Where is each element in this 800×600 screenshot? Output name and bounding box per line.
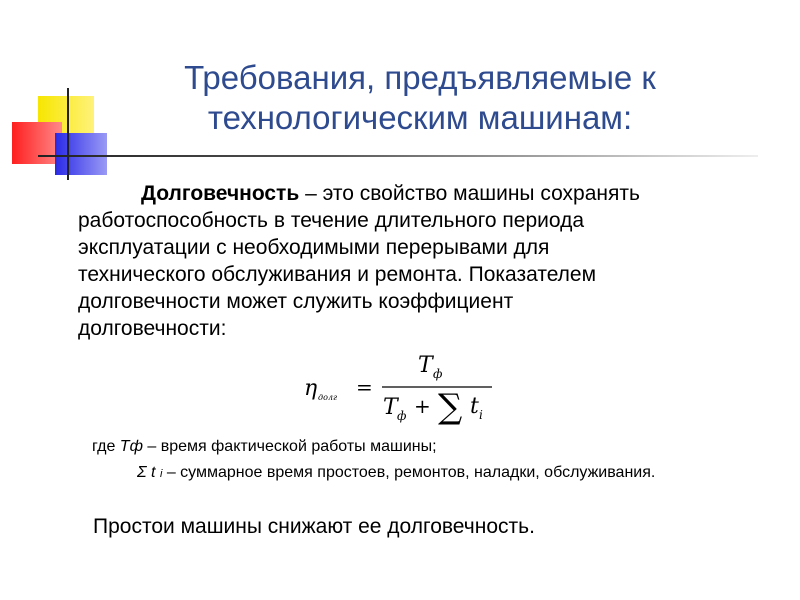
formula-legend [92,434,792,487]
legend-text-2: – суммарное время простоев, ремонтов, наладки, обслуживания. [162,464,656,481]
durability-formula [300,350,500,430]
formula-denominator-T: T [383,395,398,420]
formula-t: t [470,394,479,419]
title-line-1: Требования, предъявляемые к [184,59,656,96]
decor-vertical-line [67,88,69,180]
formula-numerator-sub: ф [433,367,443,381]
legend-symbol-tf: Тф [119,438,143,455]
legend-line-2 [92,460,792,487]
legend-line-1 [92,434,792,460]
formula-t-sub: i [479,408,483,422]
formula-eta: η [304,376,318,401]
formula-plus: + [414,394,431,418]
formula-numerator-T: T [418,353,433,378]
decor-blue-square [55,133,107,175]
definition-line-1 [78,180,758,207]
title-underline [38,155,758,157]
formula-equals: = [356,375,373,399]
definition-line-5: долговечности может служить коэффициент [78,290,514,313]
formula-sum: ∑ [438,387,463,427]
slide-title [120,58,720,138]
definition-line-3: эксплуатации с необходимыми перерывами для [78,236,550,259]
definition-line-2: работоспособность в течение длительного периода [78,209,585,232]
legend-prefix: где [92,438,120,455]
formula-svg [300,350,500,430]
definition-paragraph [78,180,758,342]
definition-line-4: технического обслуживания и ремонта. Показателем [78,263,597,286]
formula-denominator-sub: ф [397,409,407,423]
definition-line-1-rest: – это свойство машины сохранять [299,182,640,205]
formula-eta-subscript: долг [318,393,338,402]
title-line-2: технологическим машинам: [207,99,633,136]
legend-symbol-sum: Σ t [137,464,160,481]
definition-line-6: долговечности: [78,317,227,340]
closing-statement: Простои машины снижают ее долговечность. [93,515,535,538]
legend-symbol-sub: i [159,468,163,480]
legend-text-1: – время фактической работы машины; [142,438,437,455]
definition-term: Долговечность [141,182,300,205]
